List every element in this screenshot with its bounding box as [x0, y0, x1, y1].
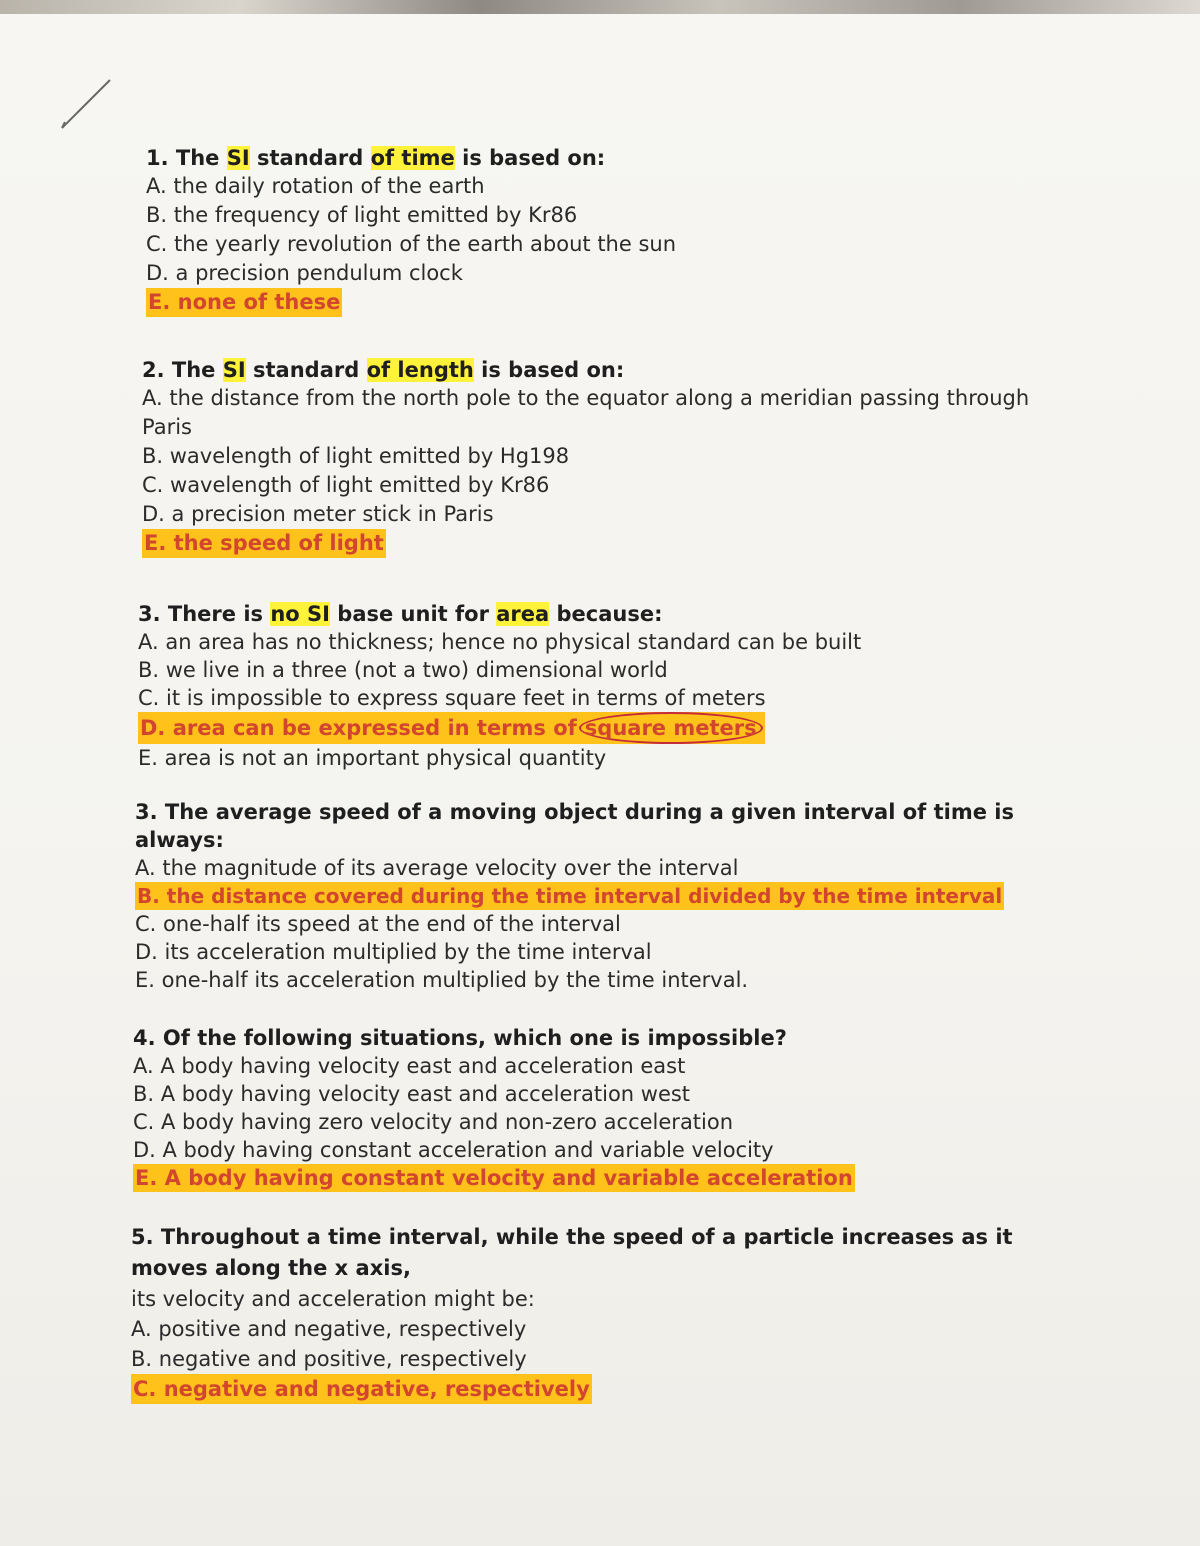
question-2-answer: E. the speed of light: [142, 529, 386, 558]
question-4-option-d: D. its acceleration multiplied by the time interval: [135, 940, 652, 964]
question-6: [131, 1222, 1031, 1404]
square-meters-circled: square meters: [579, 712, 763, 744]
question-4-option-a: A. the magnitude of its average velocity over the interval: [135, 856, 739, 880]
check-mark-icon: [58, 76, 118, 136]
question-3-option-b: B. we live in a three (not a two) dimensional world: [138, 658, 668, 682]
question-5: [133, 1024, 1200, 1192]
question-5-title: 4. Of the following situations, which one is impossible?: [133, 1026, 787, 1050]
question-6-option-a: A. positive and negative, respectively: [131, 1317, 527, 1341]
question-4-option-e: E. one-half its acceleration multiplied by the time interval.: [135, 968, 749, 992]
question-3-option-a: A. an area has no thickness; hence no physical standard can be built: [138, 630, 862, 654]
question-5-option-a: A. A body having velocity east and acceleration east: [133, 1054, 686, 1078]
question-4-title: 3. The average speed of a moving object during a given interval of time is always:: [135, 800, 1022, 852]
question-1: [146, 144, 1200, 317]
question-2-option-a: A. the distance from the north pole to the equator along a meridian passing through Paris: [142, 386, 1030, 439]
question-6-option-b: B. negative and positive, respectively: [131, 1347, 527, 1371]
question-6-answer: C. negative and negative, respectively: [131, 1374, 592, 1404]
question-3-answer: D. area can be expressed in terms of square meters: [138, 712, 765, 744]
question-1-option-a: A. the daily rotation of the earth: [146, 174, 485, 198]
question-3-title: 3. There is no SI base unit for area because:: [138, 602, 663, 626]
question-1-option-c: C. the yearly revolution of the earth about the sun: [146, 232, 677, 256]
question-3: [138, 600, 1200, 772]
question-2: [142, 356, 1032, 558]
question-4-option-c: C. one-half its speed at the end of the interval: [135, 912, 621, 936]
question-6-title-line-1: 5. Throughout a time interval, while the speed of a particle increases as it: [131, 1225, 1013, 1249]
question-1-answer: E. none of these: [146, 288, 342, 317]
question-4-answer: B. the distance covered during the time interval divided by the time interval: [137, 884, 1003, 908]
question-6-stem: its velocity and acceleration might be:: [131, 1287, 535, 1311]
question-5-answer: E. A body having constant velocity and variable acceleration: [135, 1166, 853, 1190]
question-5-option-d: D. A body having constant acceleration and variable velocity: [133, 1138, 774, 1162]
question-6-title-line-2: moves along the x axis,: [131, 1256, 411, 1280]
question-2-option-c: C. wavelength of light emitted by Kr86: [142, 473, 550, 497]
question-1-option-b: B. the frequency of light emitted by Kr86: [146, 203, 578, 227]
question-5-option-b: B. A body having velocity east and acceleration west: [133, 1082, 691, 1106]
question-1-title: 1. The SI standard of time is based on:: [146, 146, 606, 170]
photo-background-strip: [0, 0, 1200, 14]
question-2-option-d: D. a precision meter stick in Paris: [142, 502, 494, 526]
question-2-option-b: B. wavelength of light emitted by Hg198: [142, 444, 570, 468]
question-2-title: 2. The SI standard of length is based on:: [142, 358, 625, 382]
question-5-option-c: C. A body having zero velocity and non-zero acceleration: [133, 1110, 734, 1134]
question-4: [135, 798, 1025, 994]
question-3-option-c: C. it is impossible to express square feet in terms of meters: [138, 686, 766, 710]
question-3-option-e: E. area is not an important physical quantity: [138, 746, 607, 770]
question-1-option-d: D. a precision pendulum clock: [146, 261, 463, 285]
